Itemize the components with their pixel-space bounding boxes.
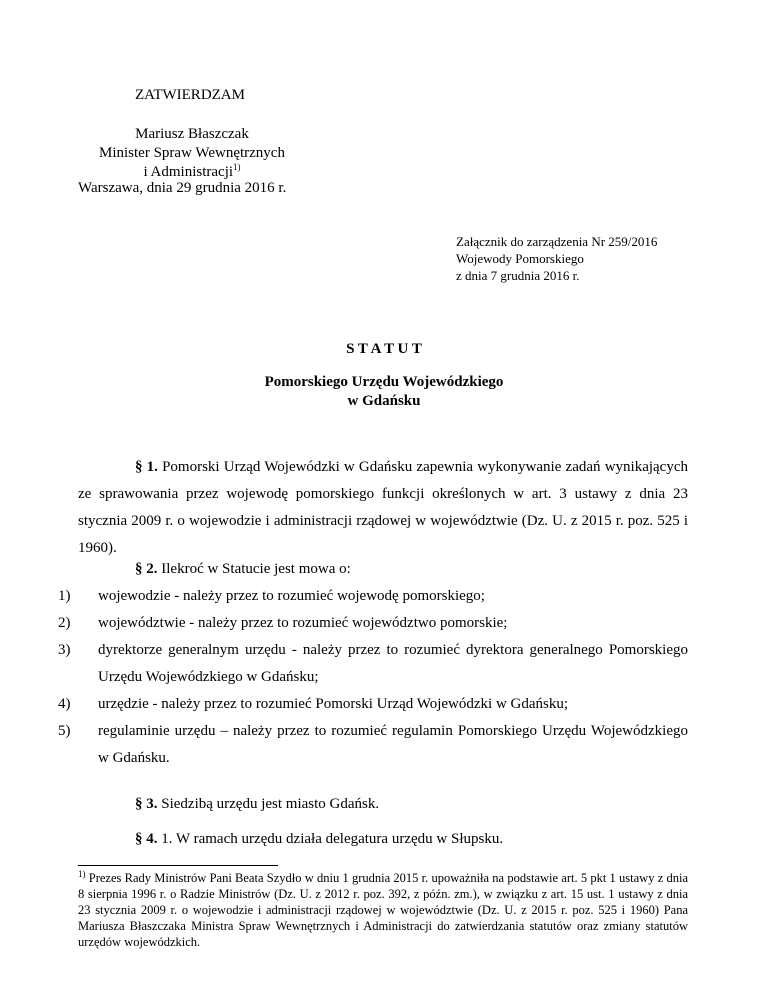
section-1-text: Pomorski Urząd Wojewódzki w Gdańsku zapewnia wykonywanie zadań wynikających ze sprawowania przez wojewodę pomorskiego funkcji określonych w art. 3 ustawy z dnia 23 stycznia 2009 r. o wojewodzie i administracji rządowej w województwie (Dz. U. z 2015 r. poz. 525 i 1960).: [78, 459, 688, 556]
annex-line-3: z dnia 7 grudnia 2016 r.: [456, 268, 580, 283]
document-title: S T A T U T: [346, 341, 422, 357]
subtitle-line-1: Pomorskiego Urzędu Wojewódzkiego: [264, 374, 504, 390]
section-4-text: 1. W ramach urzędu działa delegatura urzędu w Słupsku.: [161, 831, 504, 847]
footnote-mark: 1): [78, 868, 86, 879]
approval-header: ZATWIERDZAM: [135, 87, 245, 103]
annex-line-1: Załącznik do zarządzenia Nr 259/2016: [456, 234, 658, 249]
footnote-separator: [78, 865, 278, 866]
footnote-text: Prezes Rady Ministrów Pani Beata Szydło w dniu 1 grudnia 2015 r. upoważniła na podstawie art. 5 pkt 1 ustawy z dnia 8 sierpnia 1996 r. o Radzie Ministrów (Dz. U. z 2012 r. poz. 392, z późn. zm.), w związku z art. 15 ust. 1 ustawy z dnia 23 stycznia 2009 r. o wojewodzie i administracji rządowej w województwie (Dz. U. z 2015 r. poz. 525 i 1960) Pana Mariusza Błaszczaka Ministra Spraw Wewnętrznych i Administracji do zatwierdzania statutów oraz zmiany statutów urzędów wojewódzkich.: [78, 871, 689, 949]
section-2: [78, 556, 688, 583]
annex-line-2: Wojewody Pomorskiego: [456, 251, 584, 266]
section-1: [78, 454, 688, 562]
approver-title-line2: i Administracji$^{1)}$: [143, 162, 241, 180]
annex-block: [456, 233, 696, 284]
subtitle-line-2: w Gdańsku: [347, 393, 421, 409]
section-3-text: Siedzibą urzędu jest miasto Gdańsk.: [161, 796, 380, 812]
list-item: 3) dyrektorze generalnym urzędu - należy przez to rozumieć dyrektora generalnego Pomorskiego Urzędu Wojewódzkiego w Gdańsku;: [58, 642, 688, 685]
approval-block: [78, 125, 306, 182]
approver-title-line1: Minister Spraw Wewnętrznych: [99, 145, 285, 161]
section-2-label: § 2.: [135, 561, 158, 577]
section-4-label: § 4.: [135, 831, 158, 847]
footnote: [78, 870, 688, 950]
place-date: Warszawa, dnia 29 grudnia 2016 r.: [78, 180, 287, 196]
list-item: 1) wojewodzie - należy przez to rozumieć wojewodę pomorskiego;: [58, 588, 485, 604]
section-1-label: § 1.: [135, 459, 158, 475]
section-2-text: Ilekroć w Statucie jest mowa o:: [161, 561, 351, 577]
document-subtitle: [0, 373, 768, 411]
section-3: [78, 791, 688, 818]
approver-name: Mariusz Błaszczak: [135, 126, 249, 142]
section-4: [78, 826, 688, 853]
list-item: 5) regulaminie urzędu – należy przez to rozumieć regulamin Pomorskiego Urzędu Wojewódzkiego w Gdańsku.: [58, 723, 688, 766]
list-item: 2) województwie - należy przez to rozumieć województwo pomorskie;: [58, 615, 508, 631]
footnote-reference: 1): [233, 162, 241, 172]
section-3-label: § 3.: [135, 796, 158, 812]
list-item: 4) urzędzie - należy przez to rozumieć Pomorski Urząd Wojewódzki w Gdańsku;: [58, 696, 569, 712]
